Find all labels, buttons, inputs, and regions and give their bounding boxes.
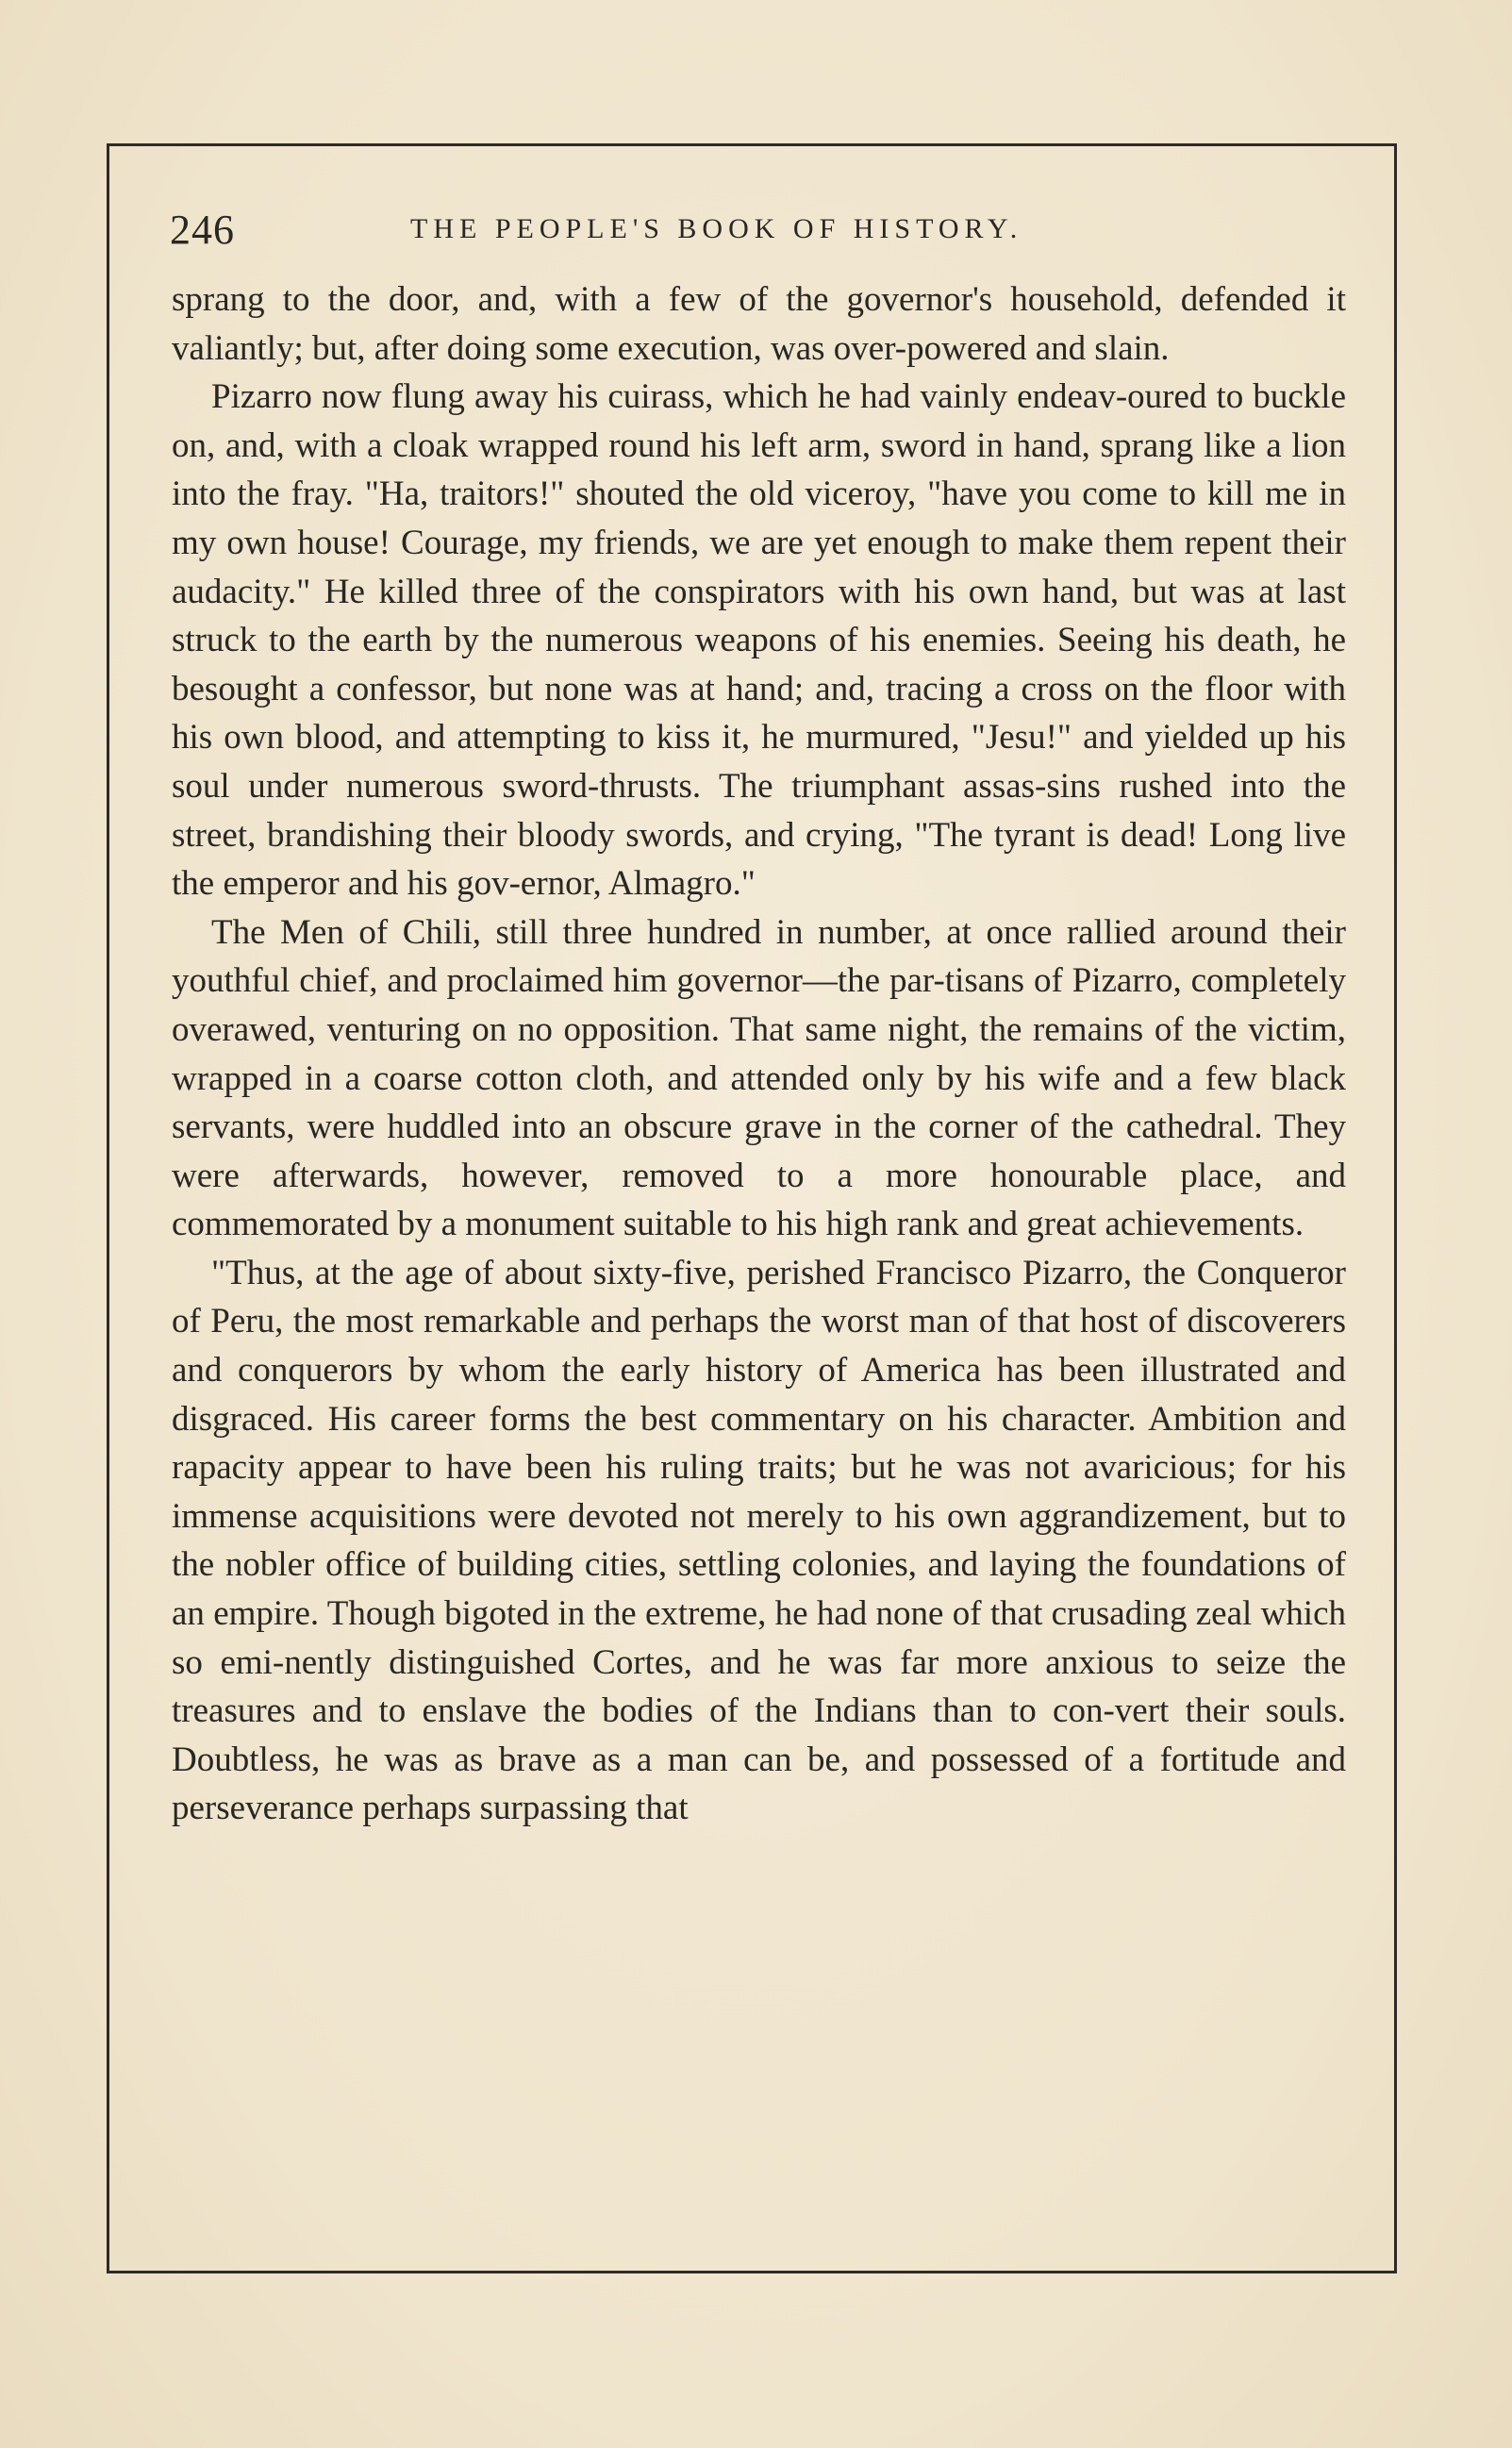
running-title: THE PEOPLE'S BOOK OF HISTORY. bbox=[410, 213, 1023, 244]
body-text bbox=[172, 275, 1346, 1833]
paragraph-2: Pizarro now flung away his cuirass, which he had vainly endeav-oured to buckle on, and, with a cloak wrapped round his left arm, sword in hand, sprang like a lion into the fray. "Ha, traitors!" shouted the old viceroy, "have you come to kill me in my own house! Courage, my friends, we are yet enough to make them repent their audacity." He killed three of the conspirators with his own hand, but was at last struck to the earth by the numerous weapons of his enemies. Seeing his death, he besought a confessor, but none was at hand; and, tracing a cross on the floor with his own blood, and attempting to kiss it, he murmured, "Jesu!" and yielded up his soul under numerous sword-thrusts. The triumphant assas-sins rushed into the street, brandishing their bloody swords, and crying, "The tyrant is dead! Long live the emperor and his gov-ernor, Almagro." bbox=[172, 377, 1346, 904]
paragraph-3: The Men of Chili, still three hundred in number, at once rallied around their youthful chief, and proclaimed him governor—the par-tisans of Pizarro, completely overawed, venturing on no opposition. That same night, the remains of the victim, wrapped in a coarse cotton cloth, and attended only by his wife and a few black servants, were huddled into an obscure grave in the corner of the cathedral. They were afterwards, however, removed to a more honourable place, and commemorated by a monument suitable to his high rank and great achievements. bbox=[172, 912, 1346, 1244]
paragraph-1: sprang to the door, and, with a few of the governor's household, defended it valiantly; but, after doing some execution, was over-powered and slain. bbox=[172, 280, 1346, 368]
page-header bbox=[170, 206, 1349, 262]
paragraph-4: "Thus, at the age of about sixty-five, perished Francisco Pizarro, the Conqueror of Peru, the most remarkable and perhaps the worst man of that host of discoverers and conquerors by whom the early history of America has been illustrated and disgraced. His career forms the best commentary on his character. Ambition and rapacity appear to have been his ruling traits; but he was not avaricious; for his immense acquisitions were devoted not merely to his own aggrandizement, but to the nobler office of building cities, settling colonies, and laying the foundations of an empire. Though bigoted in the extreme, he had none of that crusading zeal which so emi-nently distinguished Cortes, and he was far more anxious to seize the treasures and to enslave the bodies of the Indians than to con-vert their souls. Doubtless, he was as brave as a man can be, and possessed of a fortitude and perseverance perhaps surpassing that bbox=[172, 1253, 1346, 1828]
page-number: 246 bbox=[170, 207, 235, 253]
